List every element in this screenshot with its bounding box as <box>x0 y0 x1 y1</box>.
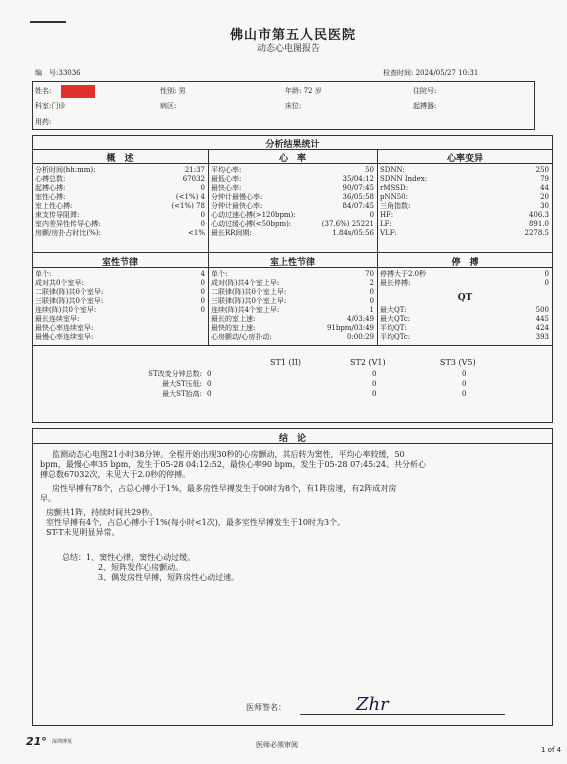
admission-number: 住院号: <box>413 87 437 95</box>
st-value: 0 <box>462 390 467 398</box>
stat-row <box>211 166 374 175</box>
conclusion-text <box>40 450 548 538</box>
st-value: 0 <box>462 370 467 378</box>
stat-value: 393 <box>535 333 549 341</box>
pause-title: 停 搏 <box>451 258 479 268</box>
stat-row <box>211 297 374 306</box>
stat-value: 0 <box>544 270 549 278</box>
footer-note: 医师必须审阅 <box>256 741 298 749</box>
stat-label: 最快心率: <box>211 184 242 192</box>
qt-list <box>380 306 549 342</box>
summary-line: 总结：1、窦性心律，窦性心动过缓。 <box>62 553 196 562</box>
stat-label: 心房颤动/心房扑动: <box>211 333 272 341</box>
st-row <box>32 390 553 400</box>
stat-value: 0 <box>544 279 549 287</box>
conclusion-line: 监测动态心电图21小时38分钟。全程开始出现30秒的心房颤动，其后转为窦性，平均心率较缓，50 <box>52 450 405 459</box>
stat-label: 最大QTc: <box>380 315 411 323</box>
stat-value: 0 <box>200 220 205 228</box>
pen-mark <box>30 21 66 23</box>
stat-label: 平均QTc: <box>380 333 411 341</box>
stat-label: 最长停搏: <box>380 279 411 287</box>
st-header: ST3 (V5) <box>440 358 476 367</box>
stat-row <box>211 288 374 297</box>
divider <box>32 163 553 164</box>
report-title: 动态心电图报告 <box>257 44 321 54</box>
st-value: 0 <box>207 370 212 378</box>
gender: 性别: 男 <box>160 87 186 95</box>
divider <box>32 345 553 346</box>
stat-row <box>35 279 205 288</box>
overview-title: 概 述 <box>106 154 134 164</box>
stat-row <box>211 193 374 202</box>
check-time: 检查时间: 2024/05/27 10:31 <box>383 69 479 77</box>
stat-value: 0 <box>200 288 205 296</box>
page-number: 1 of 4 <box>541 746 562 754</box>
stat-label: 束支传导阻滞: <box>35 211 80 219</box>
signature-line <box>300 714 505 715</box>
stat-row <box>35 184 205 193</box>
stat-label: 心动过速心搏(>120bpm): <box>211 211 296 219</box>
st-value: 0 <box>372 380 377 388</box>
stat-label: 最快心率连续室早: <box>35 324 94 332</box>
st-value: 0 <box>207 380 212 388</box>
stat-label: pNN50: <box>380 193 408 201</box>
ward: 病区: <box>160 102 177 110</box>
st-header: ST1 (II) <box>270 358 302 367</box>
stat-label: 最慢心率连续室早: <box>35 333 94 341</box>
stat-row <box>35 306 205 315</box>
stat-value: 21:37 <box>184 166 205 174</box>
name-redaction <box>61 85 95 98</box>
stat-label: 最长连续室早: <box>35 315 80 323</box>
stat-value: 406.3 <box>528 211 549 219</box>
stat-row <box>35 220 205 229</box>
stat-label: 心动过缓心搏(<50bpm): <box>211 220 292 228</box>
stat-value: 50 <box>365 166 374 174</box>
stat-label: 室上性心搏: <box>35 202 73 210</box>
stat-row <box>380 211 549 220</box>
department: 科室:门诊 <box>35 102 66 110</box>
stat-row <box>380 175 549 184</box>
stat-row <box>211 175 374 184</box>
stat-label: 分钟计最快心率: <box>211 202 263 210</box>
stat-value: 2 <box>369 279 374 287</box>
stat-row <box>211 333 374 342</box>
stat-row <box>380 279 549 288</box>
stat-row <box>35 333 205 342</box>
stat-label: 最长的室上速: <box>211 315 256 323</box>
summary-line: 3、偶发房性早搏，短阵房性心动过速。 <box>98 573 240 582</box>
stat-label: 停搏大于2.0秒 <box>380 270 427 278</box>
stats-title: 分析结果统计 <box>265 140 320 150</box>
stat-label: 三联律(阵)共0个室上早: <box>211 297 287 305</box>
stat-value: 90/07:45 <box>342 184 374 192</box>
stat-value: 84/07:45 <box>342 202 374 210</box>
stat-value: 0 <box>369 211 374 219</box>
stat-value: 4 <box>200 270 205 278</box>
stat-row <box>35 324 205 333</box>
stat-value: 91bpm/03:49 <box>326 324 374 332</box>
st-label: 最大ST抬高: <box>162 390 202 398</box>
stat-row <box>211 229 374 238</box>
st-value: 0 <box>207 390 212 398</box>
divider <box>32 149 553 150</box>
st-row <box>32 370 553 380</box>
stat-row <box>211 220 374 229</box>
stat-value: 0 <box>200 211 205 219</box>
ventricular-title: 室性节律 <box>101 258 138 268</box>
stat-label: LF: <box>380 220 392 228</box>
stat-row <box>380 202 549 211</box>
conclusion-line: bpm，最慢心率35 bpm，发生于05-28 04:12:52，最快心率90 bpm，发生于05-28 07:45:24。共分析心 <box>40 460 426 469</box>
heart-rate-title: 心 率 <box>278 154 306 164</box>
stat-value: 500 <box>535 306 549 314</box>
stat-value: 79 <box>540 175 549 183</box>
divider <box>32 443 553 444</box>
stat-row <box>211 324 374 333</box>
st-value: 0 <box>372 390 377 398</box>
doctor-signature: Zhr <box>356 694 389 715</box>
pacemaker: 起搏器: <box>413 102 437 110</box>
stat-value: 0:00:29 <box>347 333 374 341</box>
stat-label: rMSSD: <box>380 184 408 192</box>
conclusion-line: 室性早搏有4个，占总心搏小于1%(每小时<1次)，最多室性早搏发生于10时为3个。 <box>46 518 346 527</box>
stat-row <box>35 315 205 324</box>
stat-row <box>380 166 549 175</box>
ventricular-list <box>35 270 205 342</box>
st-value: 0 <box>462 380 467 388</box>
conclusion-title: 结 论 <box>278 434 306 444</box>
stat-row <box>35 202 205 211</box>
st-label: ST改变分钟总数: <box>148 370 202 378</box>
overview-list <box>35 166 205 238</box>
stat-label: SDNN: <box>380 166 405 174</box>
st-value: 0 <box>372 370 377 378</box>
stat-label: 分钟计最慢心率: <box>211 193 263 201</box>
stat-value: 30 <box>540 202 549 210</box>
stat-label: 单个: <box>35 270 52 278</box>
stat-row <box>35 297 205 306</box>
stat-row <box>211 184 374 193</box>
stat-row <box>35 193 205 202</box>
stat-value: 2278.5 <box>524 229 549 237</box>
stat-value: (<1%) 78 <box>171 202 205 210</box>
stat-row <box>35 229 205 238</box>
stat-value: 35/04:12 <box>342 175 374 183</box>
stat-label: 平均心率: <box>211 166 242 174</box>
divider <box>208 149 209 345</box>
stat-value: (<1%) 4 <box>175 193 205 201</box>
stat-value: 250 <box>535 166 549 174</box>
stat-value: 1 <box>369 306 374 314</box>
divider <box>377 149 378 345</box>
hospital-name: 佛山市第五人民医院 <box>230 28 357 43</box>
stat-value: (37.6%) 25221 <box>321 220 374 228</box>
stat-value: 0 <box>200 184 205 192</box>
stat-row <box>35 211 205 220</box>
divider <box>32 252 553 253</box>
divider <box>32 267 553 268</box>
stat-value: 1.84s/05:56 <box>332 229 374 237</box>
stat-value: 424 <box>535 324 549 332</box>
stat-value: 36/05:58 <box>342 193 374 201</box>
stat-value: 44 <box>540 184 549 192</box>
stat-value: 445 <box>535 315 549 323</box>
stat-value: 0 <box>369 297 374 305</box>
stat-label: 三联律(阵)共0个室早: <box>35 297 104 305</box>
stat-label: 二联律(阵)共0个室早: <box>35 288 104 296</box>
stat-label: 成对(阵)共4个室上早: <box>211 279 280 287</box>
stat-label: 最快的室上速: <box>211 324 256 332</box>
stat-row <box>380 193 549 202</box>
stat-label: HF: <box>380 211 394 219</box>
stat-value: 20 <box>540 193 549 201</box>
company-logo: 21° <box>26 735 47 748</box>
conclusion-line: 房颤共1阵，持续时间共29秒。 <box>46 508 158 517</box>
company-name: 深圳博英 <box>52 739 73 745</box>
supraventricular-list <box>211 270 374 342</box>
stat-label: VLF: <box>380 229 397 237</box>
stat-value: 0 <box>200 279 205 287</box>
stat-label: 室性心搏: <box>35 193 66 201</box>
hrv-title: 心率变异 <box>446 154 483 164</box>
st-header: ST2 (V1) <box>350 358 386 367</box>
stat-label: 连续(阵)共0个室早: <box>35 306 97 314</box>
st-header-row <box>32 358 553 370</box>
conclusion-line: 早。 <box>40 494 56 503</box>
summary-line: 2、短阵发作心房颤动。 <box>98 563 184 572</box>
st-table <box>32 358 553 400</box>
stat-row <box>380 333 549 342</box>
doctor-signature-label: 医师签名： <box>246 703 286 712</box>
stat-row <box>380 184 549 193</box>
name-label: 姓名: <box>35 87 52 95</box>
stat-value: 0 <box>369 288 374 296</box>
stat-label: 三角指数: <box>380 202 411 210</box>
stat-label: 最大QT: <box>380 306 407 314</box>
stat-row <box>211 211 374 220</box>
stat-label: 连续(阵)共4个室上早: <box>211 306 280 314</box>
stat-row <box>211 279 374 288</box>
heart-rate-list <box>211 166 374 238</box>
conclusion-line: 房性早搏有78个，占总心搏小于1%，最多房性早搏发生于00时为8个，有1阵房速，有2阵成对房 <box>52 484 397 493</box>
stat-value: 4/03:49 <box>347 315 374 323</box>
stat-label: 二联律(阵)共0个室上早: <box>211 288 287 296</box>
stat-row <box>211 202 374 211</box>
supraventricular-title: 室上性节律 <box>269 258 315 268</box>
stat-row <box>211 306 374 315</box>
summary-text <box>62 553 462 583</box>
stat-label: 平均QT: <box>380 324 407 332</box>
conclusion-line: ST-T未见明显异常。 <box>46 528 120 537</box>
stat-label: 最低心率: <box>211 175 242 183</box>
stat-value: 0 <box>200 306 205 314</box>
stat-row <box>35 175 205 184</box>
stat-row <box>211 270 374 279</box>
stat-row <box>380 220 549 229</box>
stat-value: 0 <box>200 297 205 305</box>
pause-list <box>380 270 549 288</box>
stat-value: 67032 <box>182 175 205 183</box>
stat-label: 单个: <box>211 270 228 278</box>
stat-value: 891.0 <box>528 220 549 228</box>
st-row <box>32 380 553 390</box>
stat-row <box>35 288 205 297</box>
stat-label: 心搏总数: <box>35 175 66 183</box>
stat-row <box>380 229 549 238</box>
stat-row <box>35 270 205 279</box>
bed: 床位: <box>285 102 302 110</box>
st-label: 最大ST压低: <box>162 380 202 388</box>
report-number: 编 号:33036 <box>35 69 81 77</box>
qt-title: QT <box>457 293 473 303</box>
stat-row <box>35 166 205 175</box>
medication: 用药: <box>35 118 52 126</box>
stat-label: 成对共0个室早: <box>35 279 84 287</box>
stat-row <box>380 315 549 324</box>
patient-info-box <box>32 81 535 130</box>
stat-row <box>380 270 549 279</box>
stat-label: 最长RR间期: <box>211 229 252 237</box>
stat-label: 分析时间(hh:mm): <box>35 166 96 174</box>
stat-row <box>211 315 374 324</box>
hrv-list <box>380 166 549 238</box>
stat-label: 房颤/房扑占时比(%): <box>35 229 101 237</box>
stat-value: 70 <box>365 270 374 278</box>
conclusion-line: 搏总数67032次，未见大于2.0秒的停搏。 <box>40 470 191 479</box>
age: 年龄: 72 岁 <box>285 87 322 95</box>
stat-row <box>380 324 549 333</box>
stat-row <box>380 306 549 315</box>
stat-label: SDNN Index: <box>380 175 428 183</box>
stat-label: 室内差异性传导心搏: <box>35 220 101 228</box>
stat-label: 起搏心搏: <box>35 184 66 192</box>
stat-value: <1% <box>188 229 205 237</box>
